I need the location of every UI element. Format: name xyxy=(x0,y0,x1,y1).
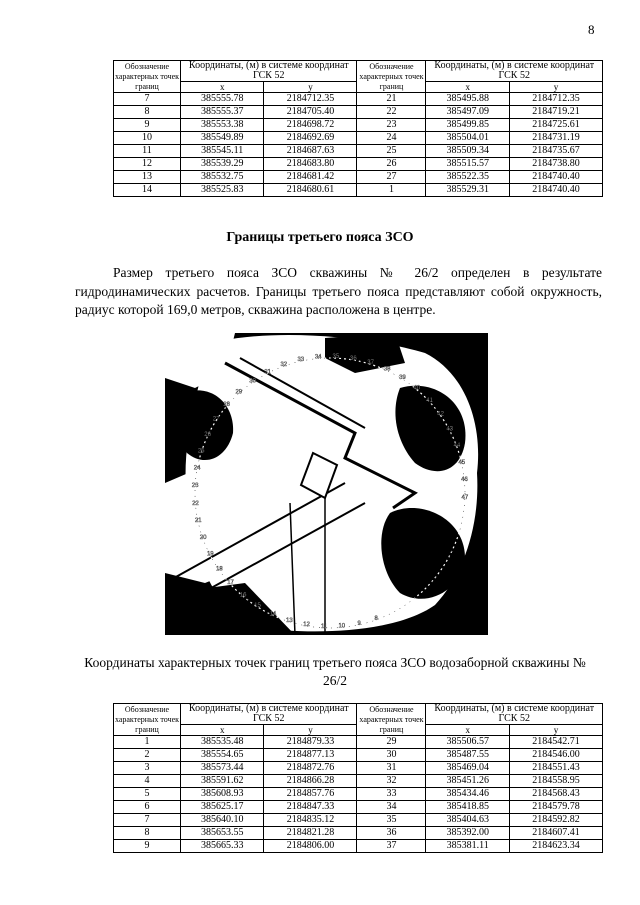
table-cell: 13 xyxy=(114,171,181,184)
boundary-point-label: 31 xyxy=(264,369,272,376)
table-cell: 385515.57 xyxy=(426,158,509,171)
table-cell: 2184740.40 xyxy=(509,184,602,197)
table-cell: 30 xyxy=(357,749,426,762)
table-cell: 385640.10 xyxy=(181,814,264,827)
col-y-header: y xyxy=(509,82,602,93)
table-2-body xyxy=(114,736,603,853)
boundary-point-label: 33 xyxy=(297,357,305,364)
body-paragraph: Размер третьего пояса ЗСО скважины № 26/2 определен в результате гидродинамических расчетов. Границы третьего пояса представляют собой окружность, радиус которой 169,0 метров, скважина расположена в центре. xyxy=(75,265,602,317)
table-cell: 2184872.76 xyxy=(264,762,357,775)
table-cell: 2184879.33 xyxy=(264,736,357,749)
table-cell: 385506.57 xyxy=(426,736,509,749)
boundary-point-label: 17 xyxy=(227,580,234,587)
table-cell: 2184705.40 xyxy=(264,106,357,119)
col-coords-header: Координаты, (м) в системе координат ГСК 52 xyxy=(426,704,603,725)
col-y-header: y xyxy=(264,725,357,736)
col-designation-header: Обозначение характерных точек границ xyxy=(114,61,180,91)
table-row xyxy=(114,145,603,158)
table-cell: 2184546.00 xyxy=(509,749,602,762)
col-x-header: x xyxy=(426,82,509,93)
table-cell: 385549.89 xyxy=(181,132,264,145)
boundary-point-label: 19 xyxy=(206,551,214,558)
boundary-point-label: 28 xyxy=(223,402,230,409)
table-cell: 6 xyxy=(114,801,181,814)
boundary-point-label: 40 xyxy=(413,385,421,392)
table-cell: 2184712.35 xyxy=(509,93,602,106)
table-row xyxy=(114,119,603,132)
boundary-point-label: 22 xyxy=(192,500,199,507)
table-cell: 385522.35 xyxy=(426,171,509,184)
table-row xyxy=(114,158,603,171)
table-cell: 2184725.61 xyxy=(509,119,602,132)
table-cell: 385553.38 xyxy=(181,119,264,132)
table-cell: 385535.48 xyxy=(181,736,264,749)
table-cell: 2184857.76 xyxy=(264,788,357,801)
boundary-point-label: 11 xyxy=(320,623,328,630)
table-cell: 2184551.43 xyxy=(509,762,602,775)
table-cell: 23 xyxy=(357,119,426,132)
table-row xyxy=(114,106,603,119)
coordinates-table-1 xyxy=(113,60,603,197)
table-row xyxy=(114,840,603,853)
col-x-header: x xyxy=(426,725,509,736)
table-cell: 385434.46 xyxy=(426,788,509,801)
boundary-point-label: 44 xyxy=(453,442,461,449)
table-cell: 385608.93 xyxy=(181,788,264,801)
col-designation-header: Обозначение характерных точек границ xyxy=(357,61,426,93)
boundary-point-label: 20 xyxy=(199,535,207,542)
table-row xyxy=(114,762,603,775)
table-cell: 385381.11 xyxy=(426,840,509,853)
table-cell: 1 xyxy=(357,184,426,197)
boundary-point-label: 16 xyxy=(239,592,247,599)
table-cell: 32 xyxy=(357,775,426,788)
table-cell: 29 xyxy=(357,736,426,749)
boundary-point-label: 29 xyxy=(235,389,243,396)
table-cell: 2184579.78 xyxy=(509,801,602,814)
table-cell: 385499.85 xyxy=(426,119,509,132)
table-cell: 9 xyxy=(114,840,181,853)
table-cell: 385555.78 xyxy=(181,93,264,106)
boundary-point-label: 46 xyxy=(461,477,468,484)
boundary-point-label: 43 xyxy=(446,426,454,433)
table-cell: 2184687.63 xyxy=(264,145,357,158)
col-coords-header: Координаты, (м) в системе координат ГСК 52 xyxy=(181,704,357,725)
boundary-point-label: 18 xyxy=(216,566,223,573)
table-cell: 7 xyxy=(114,814,181,827)
col-coords-header: Координаты, (м) в системе координат ГСК 52 xyxy=(426,61,603,82)
zone-map-image xyxy=(165,333,488,635)
table-cell: 11 xyxy=(114,145,181,158)
table-cell: 14 xyxy=(114,184,181,197)
table-cell: 385653.55 xyxy=(181,827,264,840)
table-cell: 2184731.19 xyxy=(509,132,602,145)
table-cell: 2184738.80 xyxy=(509,158,602,171)
table-cell: 385555.37 xyxy=(181,106,264,119)
table-cell: 2184719.21 xyxy=(509,106,602,119)
table-cell: 37 xyxy=(357,840,426,853)
boundary-point-label: 9 xyxy=(357,620,361,627)
table-cell: 385532.75 xyxy=(181,171,264,184)
table-cell: 385625.17 xyxy=(181,801,264,814)
table-cell: 3 xyxy=(114,762,181,775)
boundary-point-label: 25 xyxy=(197,448,205,455)
col-x-header: x xyxy=(181,725,264,736)
table-cell: 2184680.61 xyxy=(264,184,357,197)
table-cell: 24 xyxy=(357,132,426,145)
table-cell: 385539.29 xyxy=(181,158,264,171)
table-cell: 2184866.28 xyxy=(264,775,357,788)
table-cell: 34 xyxy=(357,801,426,814)
table-cell: 22 xyxy=(357,106,426,119)
boundary-point-label: 45 xyxy=(458,459,466,466)
table-cell: 385392.00 xyxy=(426,827,509,840)
table-row xyxy=(114,788,603,801)
table-cell: 2184592.82 xyxy=(509,814,602,827)
table-cell: 385487.55 xyxy=(426,749,509,762)
boundary-point-label: 27 xyxy=(212,416,220,423)
table-cell: 8 xyxy=(114,106,181,119)
table-caption: Координаты характерных точек границ третьего пояса ЗСО водозаборной скважины № 26/2 xyxy=(84,655,586,688)
table-cell: 2184735.67 xyxy=(509,145,602,158)
table-cell: 2184692.69 xyxy=(264,132,357,145)
table-cell: 2184740.40 xyxy=(509,171,602,184)
table-cell: 26 xyxy=(357,158,426,171)
boundary-point-label: 12 xyxy=(303,621,310,628)
boundary-point-label: 10 xyxy=(338,623,346,630)
col-designation-header: Обозначение характерных точек границ xyxy=(114,704,180,734)
table-cell: 385665.33 xyxy=(181,840,264,853)
table-cell: 2184698.72 xyxy=(264,119,357,132)
table-cell: 2184623.34 xyxy=(509,840,602,853)
table-cell: 385525.83 xyxy=(181,184,264,197)
table-cell: 8 xyxy=(114,827,181,840)
table-row xyxy=(114,801,603,814)
table-row xyxy=(114,184,603,197)
table-cell: 385545.11 xyxy=(181,145,264,158)
table-cell: 33 xyxy=(357,788,426,801)
table-row xyxy=(114,827,603,840)
table-cell: 27 xyxy=(357,171,426,184)
table-cell: 2 xyxy=(114,749,181,762)
table-cell: 9 xyxy=(114,119,181,132)
table-cell: 2184877.13 xyxy=(264,749,357,762)
boundary-point-label: 32 xyxy=(280,362,288,369)
boundary-point-label: 30 xyxy=(249,378,256,385)
table-cell: 12 xyxy=(114,158,181,171)
table-row xyxy=(114,736,603,749)
table-cell: 385469.04 xyxy=(426,762,509,775)
table-cell: 2184806.00 xyxy=(264,840,357,853)
section-heading: Границы третьего пояса ЗСО xyxy=(226,230,414,245)
table-cell: 385509.34 xyxy=(426,145,509,158)
table-cell: 2184542.71 xyxy=(509,736,602,749)
boundary-point-label: 23 xyxy=(191,483,199,490)
boundary-point-label: 15 xyxy=(254,602,261,609)
boundary-point-label: 14 xyxy=(269,611,277,618)
table-cell: 2184847.33 xyxy=(264,801,357,814)
table-row xyxy=(114,814,603,827)
table-cell: 31 xyxy=(357,762,426,775)
table-cell: 385554.65 xyxy=(181,749,264,762)
table-row xyxy=(114,749,603,762)
table-cell: 385418.85 xyxy=(426,801,509,814)
table-cell: 385504.01 xyxy=(426,132,509,145)
boundary-point-label: 42 xyxy=(437,411,444,418)
table-cell: 2184681.42 xyxy=(264,171,357,184)
boundary-point-label: 21 xyxy=(194,518,202,525)
table-cell: 385573.44 xyxy=(181,762,264,775)
table-cell: 2184683.80 xyxy=(264,158,357,171)
boundary-point-label: 26 xyxy=(204,431,211,438)
table-cell: 36 xyxy=(357,827,426,840)
boundary-point-label: 35 xyxy=(332,354,340,361)
boundary-point-label: 39 xyxy=(399,375,406,382)
table-row xyxy=(114,775,603,788)
table-cell: 385495.88 xyxy=(426,93,509,106)
table-row xyxy=(114,132,603,145)
table-cell: 21 xyxy=(357,93,426,106)
boundary-point-label: 13 xyxy=(286,617,293,624)
table-cell: 1 xyxy=(114,736,181,749)
table-row xyxy=(114,93,603,106)
table-1-body xyxy=(114,93,603,197)
table-cell: 2184568.43 xyxy=(509,788,602,801)
col-designation-header: Обозначение характерных точек границ xyxy=(357,704,426,736)
table-cell: 385404.63 xyxy=(426,814,509,827)
boundary-point-label: 38 xyxy=(383,366,391,373)
table-cell: 35 xyxy=(357,814,426,827)
page-number: 8 xyxy=(588,22,595,37)
col-y-header: y xyxy=(509,725,602,736)
col-y-header: y xyxy=(264,82,357,93)
table-cell: 5 xyxy=(114,788,181,801)
table-cell: 385497.09 xyxy=(426,106,509,119)
col-coords-header: Координаты, (м) в системе координат ГСК 52 xyxy=(181,61,357,82)
coordinates-table-2 xyxy=(113,703,603,853)
table-cell: 2184835.12 xyxy=(264,814,357,827)
boundary-point-label: 41 xyxy=(426,397,433,404)
boundary-point-label: 8 xyxy=(374,615,378,622)
table-cell: 25 xyxy=(357,145,426,158)
boundary-point-label: 47 xyxy=(461,494,469,501)
table-cell: 2184821.28 xyxy=(264,827,357,840)
boundary-point-label: 34 xyxy=(314,354,322,361)
boundary-point-label: 24 xyxy=(193,465,201,472)
table-row xyxy=(114,171,603,184)
table-cell: 7 xyxy=(114,93,181,106)
table-cell: 385591.62 xyxy=(181,775,264,788)
table-cell: 10 xyxy=(114,132,181,145)
col-x-header: x xyxy=(181,82,264,93)
table-cell: 2184712.35 xyxy=(264,93,357,106)
boundary-point-label: 37 xyxy=(367,360,374,367)
table-cell: 385529.31 xyxy=(426,184,509,197)
table-cell: 2184558.95 xyxy=(509,775,602,788)
table-cell: 385451.26 xyxy=(426,775,509,788)
table-cell: 4 xyxy=(114,775,181,788)
table-cell: 2184607.41 xyxy=(509,827,602,840)
boundary-point-label: 36 xyxy=(350,356,357,363)
